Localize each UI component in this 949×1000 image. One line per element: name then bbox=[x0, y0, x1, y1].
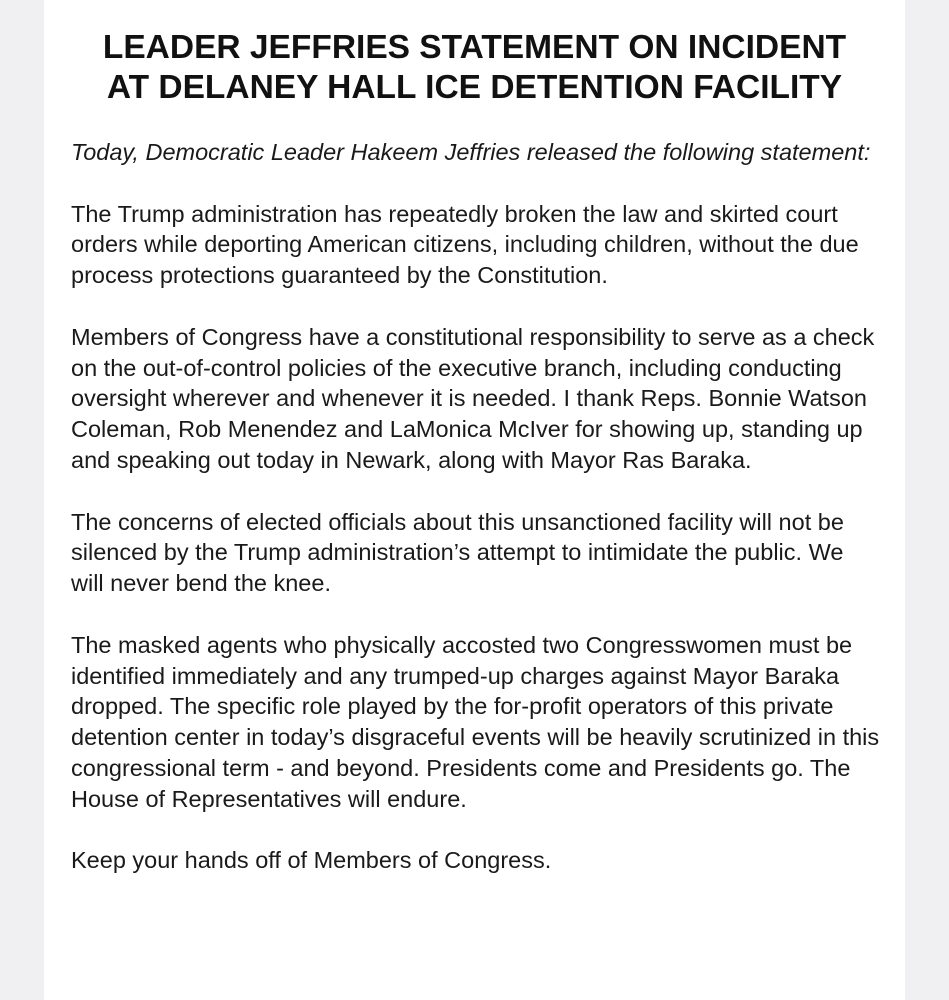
paragraph-1: The Trump administration has repeatedly broken the law and skirted court orders while deporting American citizens, including children, without the due process protections guaranteed by the Constitution. bbox=[71, 200, 859, 289]
paragraph-4: The masked agents who physically accosted two Congresswomen must be identified immediately and any trumped-up charges against Mayor Baraka dropped. The specific role played by the for-profit operators of this private detention center in today’s disgraceful events will be heavily scrutinized in this congressional term - and beyond. Presidents come and Presidents go. The House of Representatives will endure. bbox=[71, 631, 880, 812]
title-line-1: LEADER JEFFRIES STATEMENT ON INCIDENT bbox=[102, 29, 847, 66]
title-line-2: AT DELANEY HALL ICE DETENTION FACILITY bbox=[106, 69, 843, 106]
paragraph-5: Keep your hands off of Members of Congress. bbox=[71, 847, 552, 874]
page-title bbox=[44, 28, 905, 108]
paragraph-3: The concerns of elected officials about this unsanctioned facility will not be silenced by the Trump administration’s attempt to intimidate the public. We will never bend the knee. bbox=[71, 508, 844, 597]
intro-text: Today, Democratic Leader Hakeem Jeffries released the following statement: bbox=[71, 139, 871, 165]
statement-body bbox=[71, 137, 881, 907]
paragraph-2: Members of Congress have a constitutional responsibility to serve as a check on the out-of-control policies of the executive branch, including conducting oversight wherever and whenever it is needed. I thank Reps. Bonnie Watson Coleman, Rob Menendez and LaMonica McIver for showing up, standing up and speaking out today in Newark, along with Mayor Ras Baraka. bbox=[71, 323, 875, 473]
statement-page bbox=[44, 0, 905, 1000]
